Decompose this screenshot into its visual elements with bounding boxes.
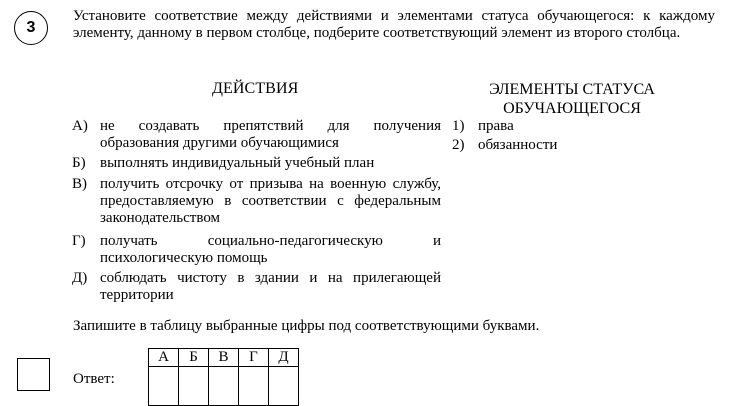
answer-cell-g[interactable] [239, 367, 269, 406]
action-text: выполнять индивидуальный учебный план [100, 155, 375, 171]
action-text: не создавать препятствий для получения образования другими обучающимися [100, 118, 441, 151]
answer-cell-d[interactable] [269, 367, 299, 406]
action-text: получать социально-педагогическую и психологическую помощь [100, 233, 441, 266]
option-number: 2) [452, 137, 465, 153]
option-text: обязанности [478, 137, 558, 153]
answer-cell-a[interactable] [149, 367, 179, 406]
action-letter: Б) [72, 155, 86, 171]
answer-column-header: Г [239, 349, 269, 367]
action-item [72, 155, 441, 172]
action-letter: В) [72, 176, 87, 192]
action-letter: Г) [72, 233, 86, 249]
status-option [452, 137, 557, 154]
action-item [72, 270, 441, 304]
action-letter: А) [72, 118, 88, 134]
answer-header-row [149, 349, 299, 367]
answer-column-header: В [209, 349, 239, 367]
answer-input-row [149, 367, 299, 406]
answer-cell-v[interactable] [209, 367, 239, 406]
answer-cell-b[interactable] [179, 367, 209, 406]
action-text: соблюдать чистоту в здании и на прилегающей территории [100, 270, 441, 303]
question-prompt: Установите соответствие между действиями и элементами статуса обучающегося: к каждому элементу, данному в первом столбце, подберите соответствующий элемент из второго столбца. [73, 8, 715, 41]
answer-column-header: Б [179, 349, 209, 367]
status-heading-line-2: ОБУЧАЮЩЕГОСЯ [503, 100, 641, 117]
answer-instruction: Запишите в таблицу выбранные цифры под соответствующими буквами. [73, 318, 540, 334]
answer-column-header: Д [269, 349, 299, 367]
action-letter: Д) [72, 270, 88, 286]
option-number: 1) [452, 118, 465, 134]
question-number: 3 [14, 11, 48, 45]
answer-table [148, 348, 299, 406]
answer-column-header: А [149, 349, 179, 367]
actions-heading: ДЕЙСТВИЯ [212, 80, 299, 97]
action-text: получить отсрочку от призыва на военную службу, предоставляемую в соответствии с федеральным законодательством [100, 176, 441, 226]
option-text: права [478, 118, 514, 134]
status-elements-heading [476, 80, 668, 118]
action-item [72, 233, 441, 267]
answer-label: Ответ: [73, 371, 115, 387]
status-option [452, 118, 514, 135]
action-item [72, 118, 441, 152]
status-heading-line-1: ЭЛЕМЕНТЫ СТАТУСА [489, 81, 655, 98]
score-checkbox[interactable] [17, 358, 50, 391]
action-item [72, 176, 441, 227]
